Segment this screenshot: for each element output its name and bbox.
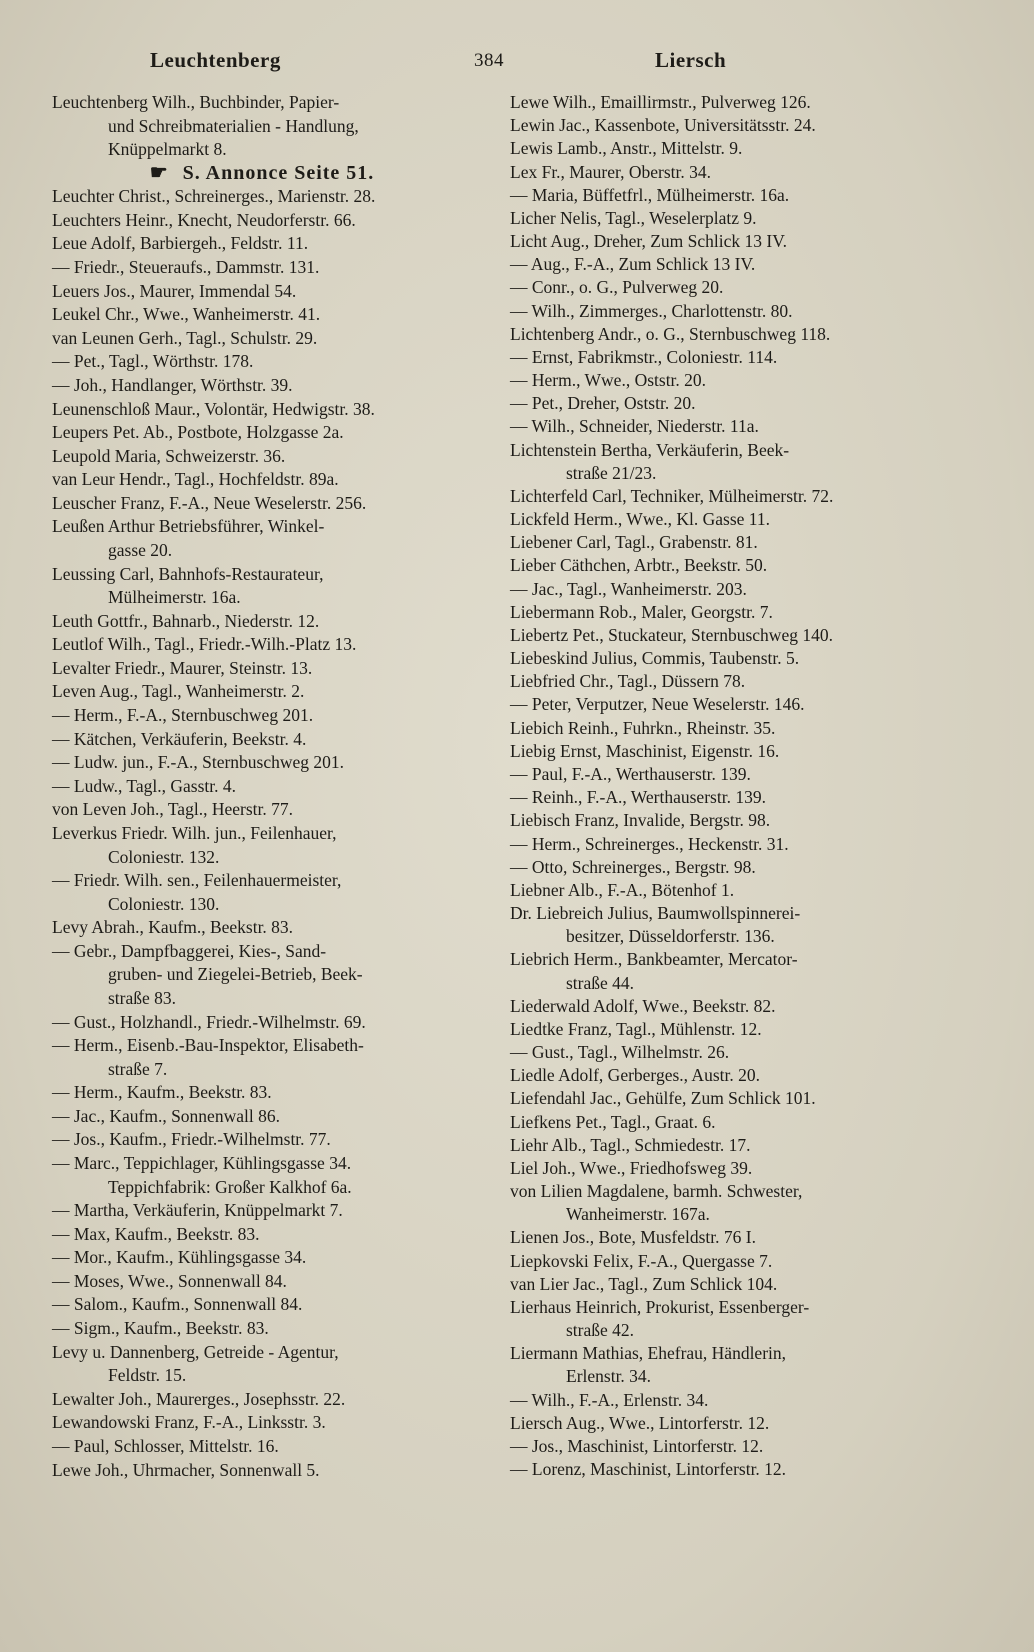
entry-text: — Gust., Tagl., Wilhelmstr. 26.: [510, 1042, 730, 1063]
entry-text: Liebener Carl, Tagl., Grabenstr. 81.: [510, 532, 758, 553]
entry-text: — Sigm., Kaufm., Beekstr. 83.: [52, 1318, 269, 1339]
directory-entry: [510, 1274, 955, 1294]
entry-text: Levalter Friedr., Maurer, Steinstr. 13.: [52, 657, 313, 678]
entry-continuation: [52, 847, 472, 867]
directory-entry: [510, 764, 955, 784]
entry-text: Licher Nelis, Tagl., Weselerplatz 9.: [510, 207, 757, 228]
directory-entry: [52, 752, 472, 772]
directory-entry: [510, 579, 955, 599]
directory-entry: [52, 917, 472, 937]
entry-text: Liefkens Pet., Tagl., Graat. 6.: [510, 1111, 716, 1132]
directory-entry: [510, 509, 955, 529]
directory-entry: [510, 416, 955, 436]
directory-entry: [52, 516, 472, 536]
entry-text: — Peter, Verputzer, Neue Weselerstr. 146.: [510, 694, 805, 715]
entry-text: von Lilien Magdalene, barmh. Schwester,: [510, 1181, 803, 1202]
entry-text: — Ludw., Tagl., Gasstr. 4.: [52, 775, 236, 796]
directory-entry: [510, 787, 955, 807]
directory-entry: [510, 92, 955, 112]
directory-entry: [510, 162, 955, 182]
directory-entry: [52, 1247, 472, 1267]
directory-entry: [510, 277, 955, 297]
entry-text: Leunenschloß Maur., Volontär, Hedwigstr. 38.: [52, 398, 375, 419]
entry-text: straße 21/23.: [566, 462, 657, 483]
entry-text: Liebner Alb., F.-A., Bötenhof 1.: [510, 879, 735, 900]
directory-entry: [510, 1088, 955, 1108]
directory-entry: [52, 1271, 472, 1291]
entry-continuation: [52, 116, 472, 136]
entry-text: — Paul, Schlosser, Mittelstr. 16.: [52, 1435, 279, 1456]
directory-entry: [510, 1251, 955, 1271]
entry-text: — Wilh., Zimmerges., Charlottenstr. 80.: [510, 300, 793, 321]
pointing-hand-icon: ☛: [149, 161, 169, 184]
entry-text: Levy u. Dannenberg, Getreide - Agentur,: [52, 1341, 339, 1362]
directory-entry: [510, 1227, 955, 1247]
entry-text: — Moses, Wwe., Sonnenwall 84.: [52, 1270, 287, 1291]
directory-entry: [510, 1459, 955, 1479]
entry-text: — Jos., Kaufm., Friedr.-Wilhelmstr. 77.: [52, 1129, 331, 1150]
directory-entry: [52, 1129, 472, 1149]
directory-entry: [52, 870, 472, 890]
directory-entry: [52, 611, 472, 631]
directory-entry: [510, 185, 955, 205]
entry-text: Teppichfabrik: Großer Kalkhof 6a.: [108, 1176, 352, 1197]
entry-text: — Aug., F.-A., Zum Schlick 13 IV.: [510, 254, 756, 275]
entry-text: Liebisch Franz, Invalide, Bergstr. 98.: [510, 810, 771, 831]
directory-entry: [52, 92, 472, 112]
entry-text: Lewis Lamb., Anstr., Mittelstr. 9.: [510, 138, 743, 159]
entry-text: — Conr., o. G., Pulverweg 20.: [510, 277, 724, 298]
entry-continuation: [52, 1059, 472, 1079]
directory-entry: [510, 1112, 955, 1132]
entry-text: — Herm., Schreinerges., Heckenstr. 31.: [510, 833, 789, 854]
entry-text: — Wilh., Schneider, Niederstr. 11a.: [510, 416, 759, 437]
entry-text: Licht Aug., Dreher, Zum Schlick 13 IV.: [510, 231, 787, 252]
entry-text: — Pet., Dreher, Oststr. 20.: [510, 393, 696, 414]
entry-text: — Ernst, Fabrikmstr., Coloniestr. 114.: [510, 346, 778, 367]
directory-entry: [52, 281, 472, 301]
entry-text: Liepkovski Felix, F.-A., Quergasse 7.: [510, 1250, 773, 1271]
right-column: [510, 92, 955, 1480]
directory-entry: [510, 1042, 955, 1062]
entry-text: Liel Joh., Wwe., Friedhofsweg 39.: [510, 1157, 753, 1178]
entry-text: besitzer, Düsseldorferstr. 136.: [566, 926, 775, 947]
running-head-right: Liersch: [655, 48, 727, 72]
entry-text: Leussing Carl, Bahnhofs-Restaurateur,: [52, 563, 324, 584]
entry-continuation: [510, 1366, 955, 1386]
entry-text: Liebrich Herm., Bankbeamter, Mercator-: [510, 949, 798, 970]
directory-entry: [510, 949, 955, 969]
entry-text: — Herm., Eisenb.-Bau-Inspektor, Elisabeth-: [52, 1035, 364, 1056]
directory-entry: [510, 440, 955, 460]
directory-entry: [52, 328, 472, 348]
directory-entry: [52, 422, 472, 442]
directory-entry: [52, 564, 472, 584]
entry-text: Liebfried Chr., Tagl., Düssern 78.: [510, 671, 746, 692]
entry-text: Liebeskind Julius, Commis, Taubenstr. 5.: [510, 648, 800, 669]
directory-entry: [52, 705, 472, 725]
directory-entry: [510, 1413, 955, 1433]
directory-entry: [510, 996, 955, 1016]
entry-text: Lewalter Joh., Maurerges., Josephsstr. 22.: [52, 1388, 346, 1409]
directory-entry: [510, 393, 955, 413]
entry-text: Coloniestr. 130.: [108, 893, 220, 914]
directory-entry: [52, 1012, 472, 1032]
notice-line: [52, 163, 472, 183]
entry-text: — Martha, Verkäuferin, Knüppelmarkt 7.: [52, 1200, 343, 1221]
directory-entry: [510, 741, 955, 761]
entry-text: Leuchtenberg Wilh., Buchbinder, Papier-: [52, 92, 340, 112]
directory-entry: [510, 486, 955, 506]
directory-entry: [52, 1342, 472, 1362]
entry-text: — Joh., Handlanger, Wörthstr. 39.: [52, 374, 293, 395]
entry-text: — Kätchen, Verkäuferin, Beekstr. 4.: [52, 728, 307, 749]
entry-text: — Salom., Kaufm., Sonnenwall 84.: [52, 1294, 303, 1315]
entry-text: Liedle Adolf, Gerberges., Austr. 20.: [510, 1065, 760, 1086]
entry-text: — Herm., Wwe., Oststr. 20.: [510, 370, 707, 391]
entry-text: — Max, Kaufm., Beekstr. 83.: [52, 1223, 260, 1244]
entry-text: — Lorenz, Maschinist, Lintorferstr. 12.: [510, 1459, 787, 1480]
directory-entry: [52, 1412, 472, 1432]
entry-text: Lienen Jos., Bote, Musfeldstr. 76 I.: [510, 1227, 756, 1248]
directory-entry: [510, 1436, 955, 1456]
directory-entry: [510, 138, 955, 158]
directory-entry: [510, 115, 955, 135]
entry-text: — Gebr., Dampfbaggerei, Kies-, Sand-: [52, 940, 327, 961]
entry-continuation: [52, 1177, 472, 1197]
directory-entry: [510, 254, 955, 274]
entry-text: Lewe Wilh., Emaillirmstr., Pulverweg 126.: [510, 92, 811, 112]
entry-continuation: [510, 973, 955, 993]
directory-entry: [510, 1019, 955, 1039]
entry-continuation: [52, 894, 472, 914]
directory-entry: [52, 1436, 472, 1456]
entry-text: Knüppelmarkt 8.: [108, 139, 227, 160]
entry-text: van Lier Jac., Tagl., Zum Schlick 104.: [510, 1273, 778, 1294]
directory-entry: [52, 658, 472, 678]
directory-entry: [510, 1158, 955, 1178]
directory-entry: [52, 469, 472, 489]
directory-entry: [52, 1153, 472, 1173]
entry-text: Liebich Reinh., Fuhrkn., Rheinstr. 35.: [510, 717, 776, 738]
directory-entry: [52, 493, 472, 513]
directory-entry: [510, 208, 955, 228]
entry-text: Leuers Jos., Maurer, Immendal 54.: [52, 280, 297, 301]
entry-text: Leuscher Franz, F.-A., Neue Weselerstr. 256.: [52, 492, 367, 513]
directory-entry: [510, 555, 955, 575]
entry-text: — Jos., Maschinist, Lintorferstr. 12.: [510, 1435, 764, 1456]
entry-text: Leupers Pet. Ab., Postbote, Holzgasse 2a.: [52, 422, 344, 443]
directory-entry: [52, 446, 472, 466]
left-column: [52, 92, 472, 1480]
directory-entry: [52, 634, 472, 654]
entry-text: straße 83.: [108, 987, 177, 1008]
directory-entry: [52, 823, 472, 843]
directory-entry: [52, 186, 472, 206]
directory-entry: [510, 301, 955, 321]
entry-text: straße 7.: [108, 1058, 168, 1079]
directory-entry: [510, 1065, 955, 1085]
entry-text: straße 42.: [566, 1320, 635, 1341]
entry-text: — Herm., Kaufm., Beekstr. 83.: [52, 1082, 272, 1103]
entry-text: Leuth Gottfr., Bahnarb., Niederstr. 12.: [52, 610, 320, 631]
directory-entry: [510, 1135, 955, 1155]
entry-text: — Reinh., F.-A., Werthauserstr. 139.: [510, 787, 766, 808]
entry-text: Leuchters Heinr., Knecht, Neudorferstr. 66.: [52, 209, 356, 230]
entry-text: Wanheimerstr. 167a.: [566, 1204, 710, 1225]
entry-text: van Leunen Gerh., Tagl., Schulstr. 29.: [52, 327, 318, 348]
entry-text: Leuchter Christ., Schreinerges., Marienstr. 28.: [52, 186, 376, 207]
entry-text: Liebertz Pet., Stuckateur, Sternbuschweg 140.: [510, 624, 833, 645]
entry-text: Liederwald Adolf, Wwe., Beekstr. 82.: [510, 995, 776, 1016]
entry-text: Liermann Mathias, Ehefrau, Händlerin,: [510, 1343, 787, 1364]
directory-entry: [52, 1389, 472, 1409]
directory-entry: [510, 1390, 955, 1410]
directory-entry: [510, 231, 955, 251]
entry-text: straße 44.: [566, 972, 635, 993]
entry-text: Lierhaus Heinrich, Prokurist, Essenberger-: [510, 1296, 810, 1317]
directory-entry: [510, 810, 955, 830]
entry-continuation: [510, 1320, 955, 1340]
entry-text: S. Annonce Seite 51.: [182, 161, 375, 184]
entry-text: — Friedr., Steueraufs., Dammstr. 131.: [52, 257, 320, 278]
page-number: 384: [474, 50, 504, 71]
entry-continuation: [52, 964, 472, 984]
directory-entry: [52, 799, 472, 819]
entry-continuation: [52, 540, 472, 560]
directory-entry: [510, 625, 955, 645]
directory-entry: [52, 1106, 472, 1126]
entry-text: Lewin Jac., Kassenbote, Universitätsstr. 24.: [510, 115, 816, 136]
entry-text: Dr. Liebreich Julius, Baumwollspinnerei-: [510, 903, 801, 924]
entry-text: — Wilh., F.-A., Erlenstr. 34.: [510, 1389, 709, 1410]
entry-text: Liebermann Rob., Maler, Georgstr. 7.: [510, 601, 773, 622]
entry-text: Liefendahl Jac., Gehülfe, Zum Schlick 101.: [510, 1088, 816, 1109]
entry-continuation: [52, 139, 472, 159]
directory-entry: [52, 1294, 472, 1314]
directory-entry: [52, 1460, 472, 1480]
entry-text: Leven Aug., Tagl., Wanheimerstr. 2.: [52, 681, 305, 702]
entry-text: Liebig Ernst, Maschinist, Eigenstr. 16.: [510, 740, 780, 761]
entry-text: Coloniestr. 132.: [108, 846, 220, 867]
entry-text: Liedtke Franz, Tagl., Mühlenstr. 12.: [510, 1018, 762, 1039]
entry-continuation: [52, 587, 472, 607]
directory-entry: [510, 718, 955, 738]
entry-text: — Maria, Büffetfrl., Mülheimerstr. 16a.: [510, 184, 790, 205]
directory-entry: [52, 351, 472, 371]
entry-text: Levy Abrah., Kaufm., Beekstr. 83.: [52, 917, 294, 938]
entry-text: Lichterfeld Carl, Techniker, Mülheimerstr. 72.: [510, 485, 834, 506]
entry-text: Liersch Aug., Wwe., Lintorferstr. 12.: [510, 1412, 770, 1433]
entry-text: Feldstr. 15.: [108, 1365, 187, 1386]
entry-text: — Gust., Holzhandl., Friedr.-Wilhelmstr. 69.: [52, 1011, 366, 1032]
entry-text: — Marc., Teppichlager, Kühlingsgasse 34.: [52, 1153, 352, 1174]
directory-entry: [52, 941, 472, 961]
directory-entry: [52, 399, 472, 419]
entry-text: — Pet., Tagl., Wörthstr. 178.: [52, 351, 254, 372]
directory-entry: [510, 324, 955, 344]
running-head-left: Leuchtenberg: [150, 48, 281, 72]
entry-text: Erlenstr. 34.: [566, 1366, 652, 1387]
directory-entry: [52, 304, 472, 324]
directory-entry: [510, 880, 955, 900]
directory-entry: [52, 729, 472, 749]
entry-continuation: [52, 988, 472, 1008]
directory-entry: [52, 210, 472, 230]
directory-entry: [510, 834, 955, 854]
entry-continuation: [510, 926, 955, 946]
directory-entry: [52, 1200, 472, 1220]
directory-entry: [52, 1082, 472, 1102]
entry-text: Lickfeld Herm., Wwe., Kl. Gasse 11.: [510, 509, 770, 530]
directory-entry: [52, 375, 472, 395]
directory-entry: [52, 257, 472, 277]
directory-entry: [510, 1343, 955, 1363]
entry-text: Lewandowski Franz, F.-A., Linksstr. 3.: [52, 1412, 326, 1433]
entry-text: und Schreibmaterialien - Handlung,: [108, 115, 359, 136]
entry-text: Mülheimerstr. 16a.: [108, 587, 241, 608]
entry-text: von Leven Joh., Tagl., Heerstr. 77.: [52, 799, 293, 820]
directory-entry: [52, 776, 472, 796]
entry-text: Lex Fr., Maurer, Oberstr. 34.: [510, 161, 711, 182]
entry-text: Lieber Cäthchen, Arbtr., Beekstr. 50.: [510, 555, 768, 576]
entry-text: — Paul, F.-A., Werthauserstr. 139.: [510, 763, 751, 784]
entry-text: Leverkus Friedr. Wilh. jun., Feilenhauer,: [52, 822, 337, 843]
entry-text: Leukel Chr., Wwe., Wanheimerstr. 41.: [52, 304, 321, 325]
entry-text: Leußen Arthur Betriebsführer, Winkel-: [52, 516, 325, 537]
entry-text: Leupold Maria, Schweizerstr. 36.: [52, 445, 286, 466]
entry-text: gruben- und Ziegelei-Betrieb, Beek-: [108, 964, 363, 985]
directory-entry: [510, 347, 955, 367]
entry-continuation: [52, 1365, 472, 1385]
entry-text: Leue Adolf, Barbiergeh., Feldstr. 11.: [52, 233, 309, 254]
directory-entry: [52, 1318, 472, 1338]
entry-text: — Jac., Kaufm., Sonnenwall 86.: [52, 1105, 280, 1126]
entry-text: — Herm., F.-A., Sternbuschweg 201.: [52, 705, 314, 726]
entry-text: gasse 20.: [108, 539, 173, 560]
directory-entry: [52, 1035, 472, 1055]
directory-entry: [510, 1181, 955, 1201]
directory-entry: [510, 1297, 955, 1317]
directory-entry: [52, 233, 472, 253]
directory-entry: [510, 602, 955, 622]
directory-entry: [510, 532, 955, 552]
entry-text: — Jac., Tagl., Wanheimerstr. 203.: [510, 578, 747, 599]
entry-text: Leutlof Wilh., Tagl., Friedr.-Wilh.-Platz 13.: [52, 634, 357, 655]
directory-entry: [510, 370, 955, 390]
entry-text: Lichtenstein Bertha, Verkäuferin, Beek-: [510, 439, 790, 460]
directory-entry: [510, 903, 955, 923]
entry-text: Liehr Alb., Tagl., Schmiedestr. 17.: [510, 1134, 751, 1155]
directory-entry: [510, 857, 955, 877]
entry-text: — Mor., Kaufm., Kühlingsgasse 34.: [52, 1247, 307, 1268]
entry-text: — Ludw. jun., F.-A., Sternbuschweg 201.: [52, 752, 345, 773]
directory-entry: [52, 1224, 472, 1244]
entry-text: van Leur Hendr., Tagl., Hochfeldstr. 89a.: [52, 469, 339, 490]
directory-entry: [510, 694, 955, 714]
entry-text: — Otto, Schreinerges., Bergstr. 98.: [510, 856, 756, 877]
directory-entry: [510, 671, 955, 691]
directory-entry: [52, 681, 472, 701]
directory-entry: [510, 648, 955, 668]
entry-continuation: [510, 463, 955, 483]
entry-continuation: [510, 1204, 955, 1224]
entry-text: Lichtenberg Andr., o. G., Sternbuschweg 118.: [510, 323, 831, 344]
entry-text: Lewe Joh., Uhrmacher, Sonnenwall 5.: [52, 1459, 320, 1480]
entry-text: — Friedr. Wilh. sen., Feilenhauermeister,: [52, 870, 342, 891]
